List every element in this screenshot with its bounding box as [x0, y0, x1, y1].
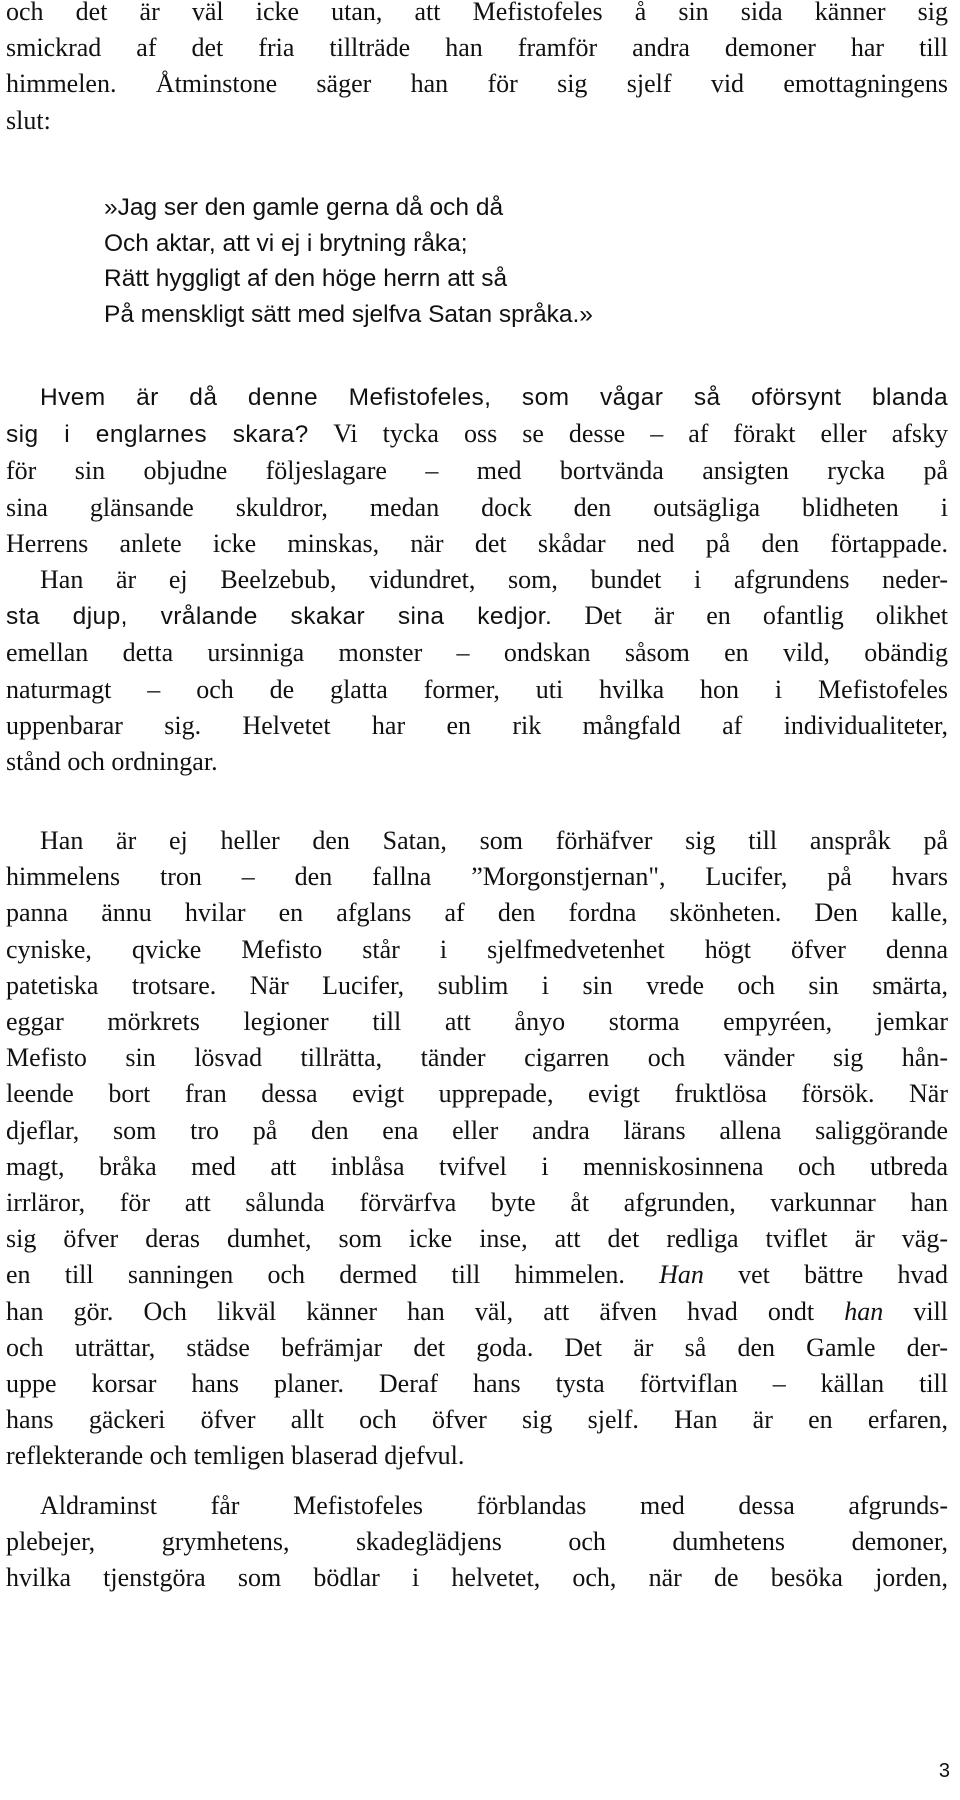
text-line: [6, 598, 948, 635]
text-fragment: en till sanningen och dermed till himmelen.: [6, 1260, 625, 1290]
text-line: för sin objudne följeslagare – med bortvända ansigten rycka på: [6, 456, 948, 486]
emphasis-han: Han: [659, 1260, 704, 1290]
text-line: [6, 1257, 948, 1293]
text-line: hans gäckeri öfver allt och öfver sig sjelf. Han är en erfaren,: [6, 1405, 948, 1435]
text-line: naturmagt – och de glatta former, uti hvilka hon i Mefistofeles: [6, 674, 948, 704]
text-fragment: Det är en ofantlig olikhet: [552, 601, 948, 631]
text-line: Aldraminst får Mefistofeles förblandas med dessa afgrunds-: [40, 1491, 948, 1520]
text-fragment: han gör. Och likväl känner han väl, att äfven hvad ondt: [6, 1296, 815, 1326]
text-line: uppe korsar hans planer. Deraf hans tysta förtviflan – källan till: [6, 1369, 948, 1399]
text-line: himmelen. Åtminstone säger han för sig sjelf vid emottagningens: [6, 69, 948, 99]
text-line: magt, bråka med att inblåsa tvifvel i menniskosinnena och utbreda: [6, 1151, 948, 1181]
text-line: [6, 1294, 948, 1330]
text-line: slut:: [6, 105, 51, 135]
text-line: cyniske, qvicke Mefisto står i sjelfmedvetenhet högt öfver denna: [6, 934, 948, 964]
verse-quote: [104, 190, 593, 332]
text-line: Han är ej heller den Satan, som förhäfver sig till anspråk på: [40, 826, 948, 855]
paragraph-aldra: [6, 1488, 948, 1597]
text-line: uppenbarar sig. Helvetet har en rik mångfald af individualiteter,: [6, 710, 948, 740]
text-fragment: vet bättre hvad: [703, 1260, 948, 1290]
text-line: leende bort fran dessa evigt upprepade, evigt fruktlösa försök. När: [6, 1079, 948, 1109]
verse-line: »Jag ser den gamle gerna då och då: [104, 194, 504, 221]
text-line: hvilka tjenstgöra som bödlar i helvetet, och, när de besöka jorden,: [6, 1563, 948, 1593]
text-fragment: Vi tycka oss se desse – af förakt eller afsky: [308, 419, 949, 449]
text-line: panna ännu hvilar en afglans af den fordna skönheten. Den kalle,: [6, 898, 948, 928]
text-line: Hvem är då denne Mefistofeles, som vågar så oförsynt blanda: [40, 384, 948, 411]
paragraph-hvem: [6, 380, 948, 780]
text-line: eggar mörkrets legioner till att ånyo storma empyréen, jemkar: [6, 1007, 948, 1037]
verse-line: På menskligt sätt med sjelfva Satan språka.»: [104, 300, 593, 328]
verse-line: Rätt hyggligt af den höge herrn att så: [104, 265, 508, 292]
text-line: smickrad af det fria tillträde han framför andra demoner har till: [6, 33, 948, 63]
text-line: och uträttar, städse befrämjar det goda. Det är så den Gamle der-: [6, 1332, 948, 1362]
text-line: [6, 416, 948, 453]
text-fragment: sta djup, vrålande skakar sina kedjor.: [6, 603, 553, 631]
text-line: djeflar, som tro på den ena eller andra lärans allena saliggörande: [6, 1115, 948, 1145]
intro-paragraph: [6, 0, 948, 139]
verse-line: Och aktar, att vi ej i brytning råka;: [104, 229, 468, 257]
text-line: sig öfver deras dumhet, som icke inse, att det redliga tviflet är väg-: [6, 1224, 948, 1254]
page-number: 3: [938, 1760, 950, 1782]
text-line: plebejer, grymhetens, skadeglädjens och dumhetens demoner,: [6, 1527, 948, 1557]
text-line: Herrens anlete icke minskas, när det skådar ned på den förtappade.: [6, 528, 948, 558]
text-line: sina glänsande skuldror, medan dock den outsägliga blidheten i: [6, 492, 948, 522]
text-fragment: sig i englarnes skara?: [6, 421, 309, 449]
text-line: och det är väl icke utan, att Mefistofeles å sin sida känner sig: [6, 0, 948, 26]
emphasis-han: han: [844, 1296, 884, 1326]
text-line: reflekterande och temligen blaserad djefvul.: [6, 1441, 465, 1471]
text-fragment: vill: [883, 1296, 948, 1326]
text-line: Han är ej Beelzebub, vidundret, som, bundet i afgrundens neder-: [40, 565, 948, 595]
text-line: stånd och ordningar.: [6, 747, 218, 777]
text-line: Mefisto sin lösvad tillrätta, tänder cigarren och vänder sig hån-: [6, 1043, 948, 1073]
text-line: emellan detta ursinniga monster – ondskan såsom en vild, obändig: [6, 638, 948, 668]
text-line: irrläror, för att sålunda förvärfva byte åt afgrunden, varkunnar han: [6, 1188, 948, 1218]
text-line: himmelens tron – den fallna ”Morgonstjernan", Lucifer, på hvars: [6, 862, 948, 892]
paragraph-han: [6, 823, 948, 1475]
text-line: patetiska trotsare. När Lucifer, sublim i sin vrede och sin smärta,: [6, 970, 948, 1000]
